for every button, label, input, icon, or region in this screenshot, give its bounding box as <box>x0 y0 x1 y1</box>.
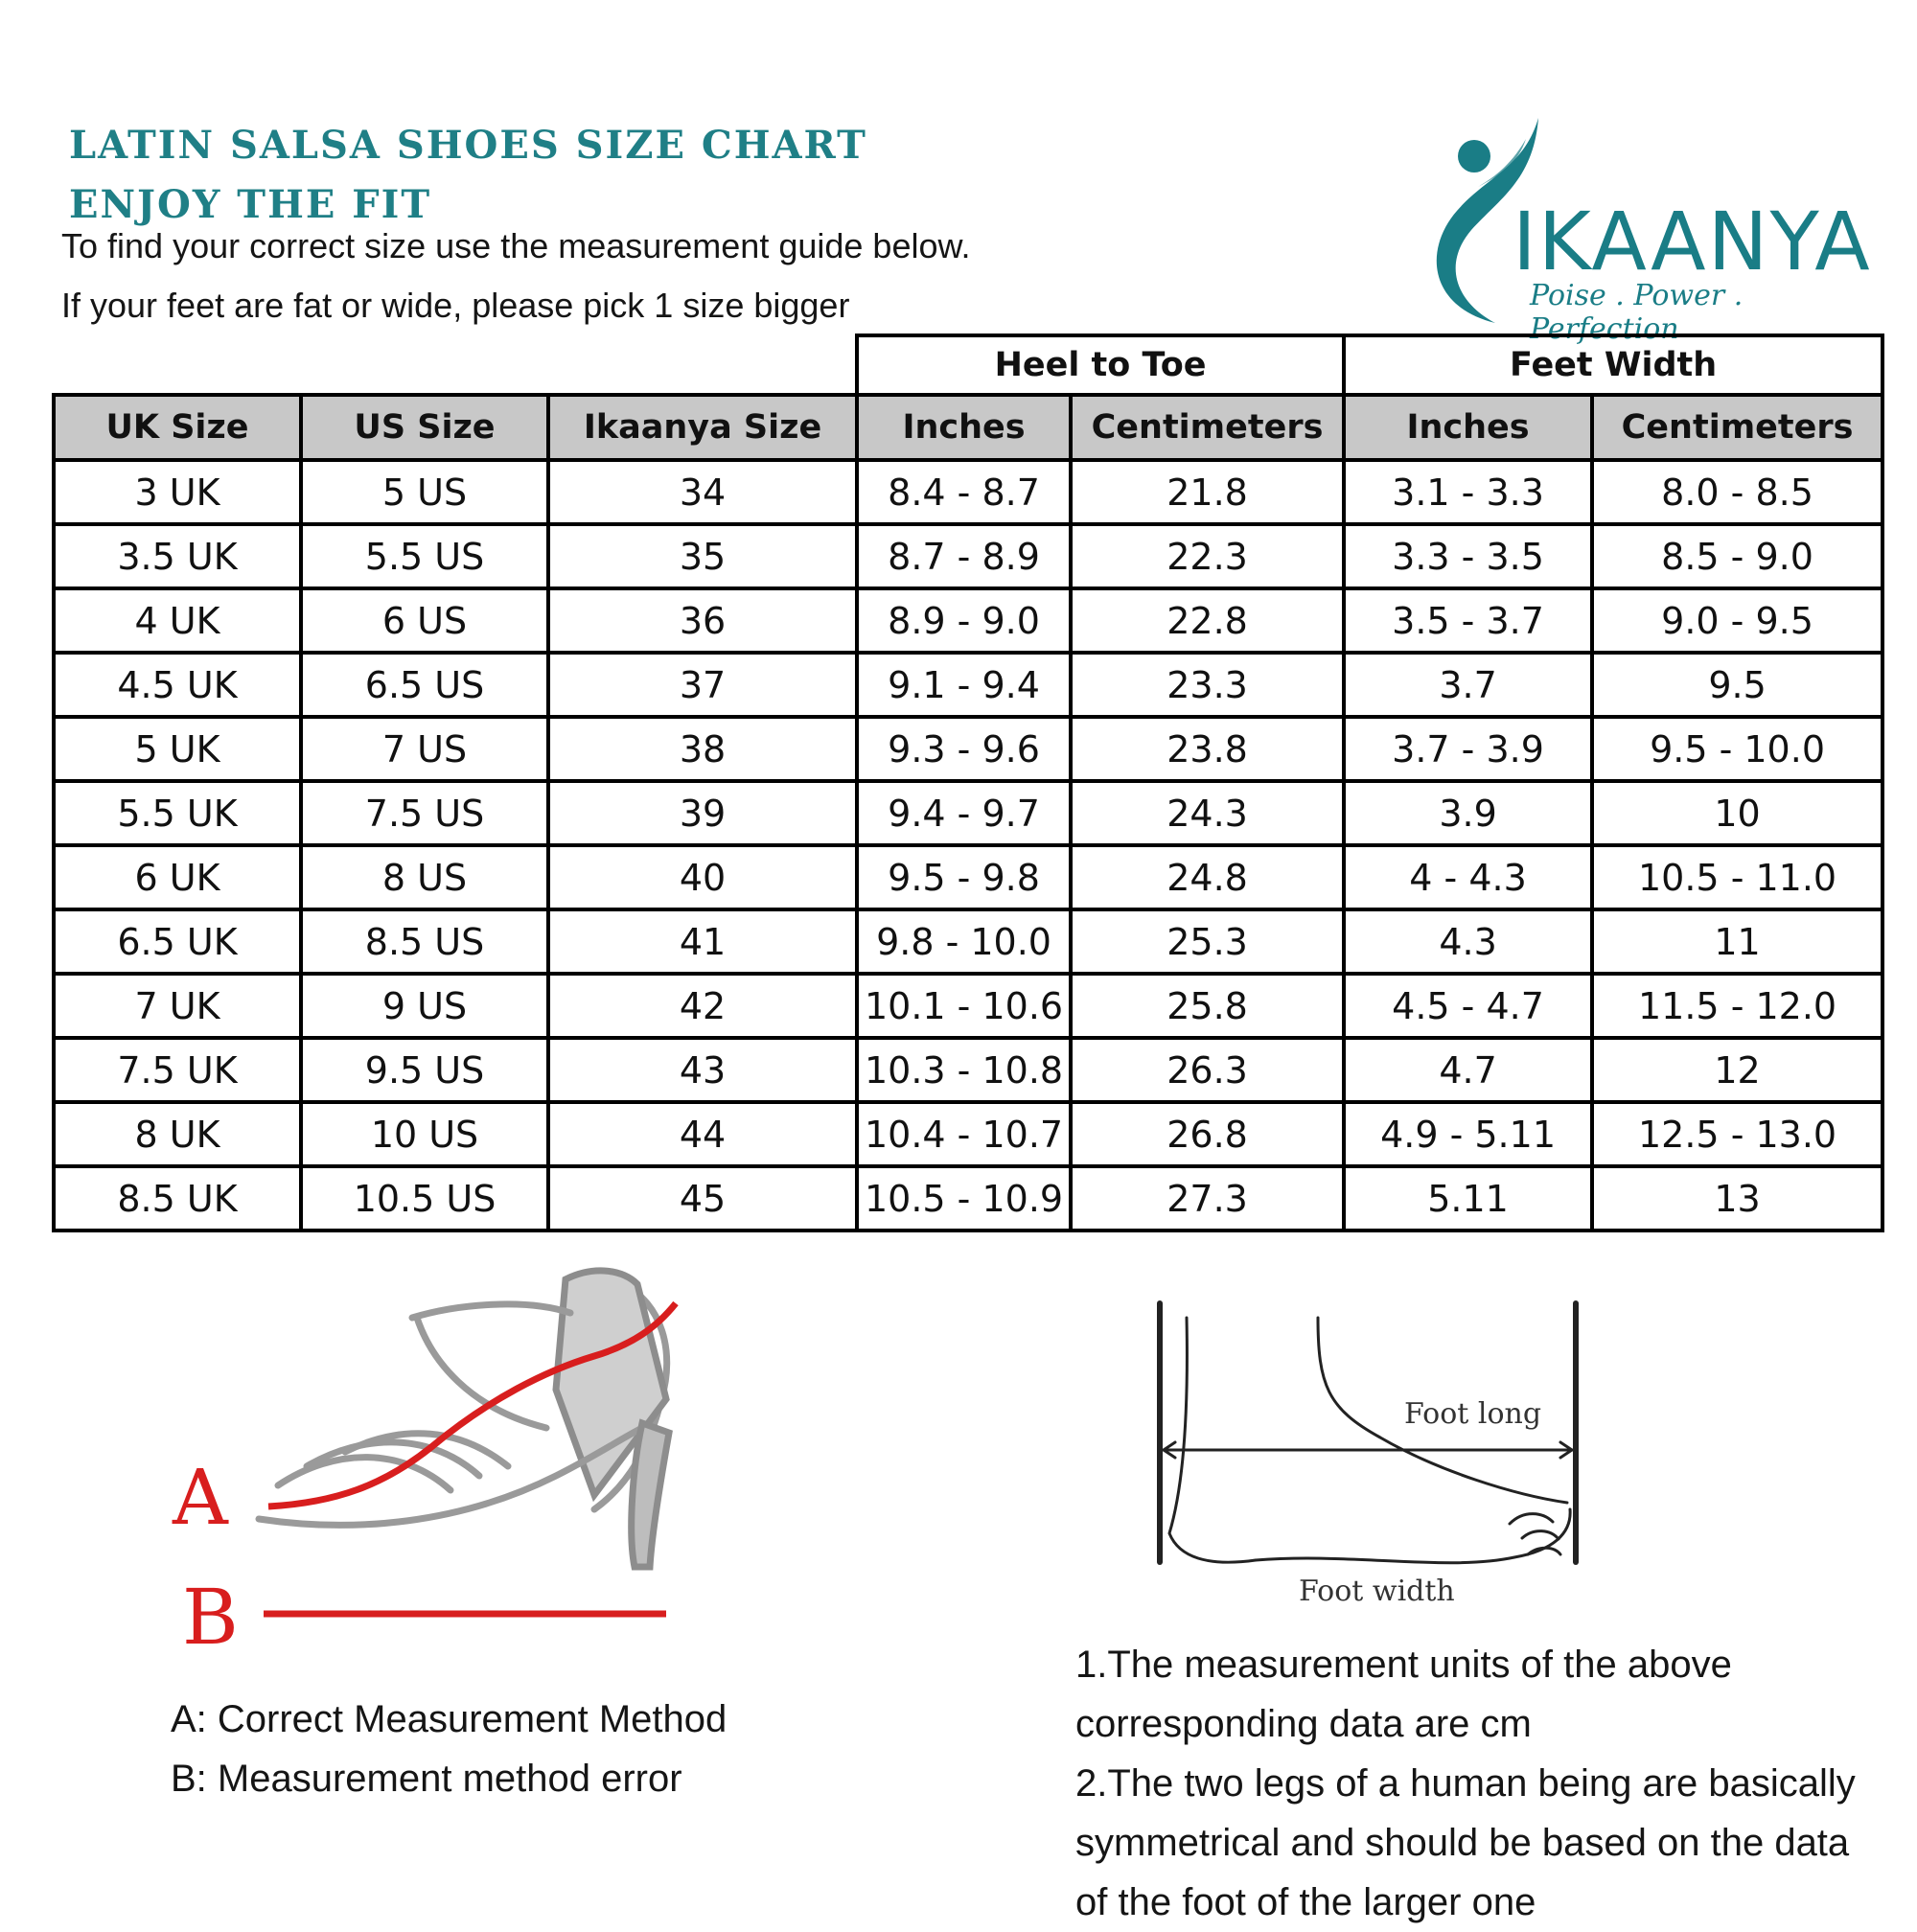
foot-measurement-diagram <box>1131 1294 1591 1610</box>
cell-us-size: 9.5 US <box>301 1038 548 1102</box>
cell-uk-size: 6 UK <box>54 845 301 909</box>
cell-length-inches: 9.5 - 9.8 <box>857 845 1071 909</box>
cell-ikaanya-size: 43 <box>548 1038 857 1102</box>
table-row <box>54 524 1882 588</box>
table-row <box>54 1102 1882 1166</box>
shoe-ankle-strap <box>412 1304 570 1318</box>
cell-width-cm: 9.0 - 9.5 <box>1592 588 1882 653</box>
cell-uk-size: 5 UK <box>54 717 301 781</box>
cell-width-inches: 4 - 4.3 <box>1344 845 1592 909</box>
brand-logo <box>1419 110 1879 346</box>
table-row <box>54 653 1882 717</box>
table-row <box>54 781 1882 845</box>
foot-width-label: Foot width <box>1299 1575 1455 1608</box>
cell-length-cm: 25.3 <box>1071 909 1344 974</box>
chart-subtitle: ENJOY THE FIT <box>69 182 432 227</box>
cell-uk-size: 7.5 UK <box>54 1038 301 1102</box>
header-spacer <box>54 335 857 395</box>
cell-width-cm: 12.5 - 13.0 <box>1592 1102 1882 1166</box>
cell-uk-size: 8 UK <box>54 1102 301 1166</box>
cell-us-size: 8 US <box>301 845 548 909</box>
cell-length-inches: 8.9 - 9.0 <box>857 588 1071 653</box>
toes-outline <box>1510 1514 1560 1554</box>
cell-uk-size: 6.5 UK <box>54 909 301 974</box>
logo-tagline: Poise . Power . Perfection <box>1530 279 1744 346</box>
cell-ikaanya-size: 34 <box>548 460 857 524</box>
cell-ikaanya-size: 44 <box>548 1102 857 1166</box>
intro-line-1: To find your correct size use the measurement guide below. <box>61 226 971 265</box>
column-header-length-cm: Centimeters <box>1071 395 1344 460</box>
logo-wordmark: IKAANYA <box>1513 195 1872 288</box>
column-header-width-inches: Inches <box>1344 395 1592 460</box>
cell-length-inches: 10.4 - 10.7 <box>857 1102 1071 1166</box>
table-row <box>54 588 1882 653</box>
cell-us-size: 7.5 US <box>301 781 548 845</box>
cell-width-cm: 13 <box>1592 1166 1882 1230</box>
cell-width-inches: 3.7 <box>1344 653 1592 717</box>
size-rows <box>54 460 1882 1230</box>
cell-us-size: 9 US <box>301 974 548 1038</box>
cell-uk-size: 3 UK <box>54 460 301 524</box>
cell-length-cm: 23.3 <box>1071 653 1344 717</box>
chart-title: LATIN SALSA SHOES SIZE CHART <box>69 123 867 168</box>
cell-ikaanya-size: 41 <box>548 909 857 974</box>
cell-width-inches: 3.3 - 3.5 <box>1344 524 1592 588</box>
cell-length-cm: 26.3 <box>1071 1038 1344 1102</box>
cell-us-size: 6 US <box>301 588 548 653</box>
cell-width-inches: 3.5 - 3.7 <box>1344 588 1592 653</box>
cell-uk-size: 4 UK <box>54 588 301 653</box>
note-1: 1.The measurement units of the above corresponding data are cm <box>1075 1644 1732 1745</box>
cell-width-inches: 3.7 - 3.9 <box>1344 717 1592 781</box>
cell-length-cm: 21.8 <box>1071 460 1344 524</box>
cell-length-inches: 10.1 - 10.6 <box>857 974 1071 1038</box>
cell-length-cm: 22.8 <box>1071 588 1344 653</box>
cell-us-size: 10.5 US <box>301 1166 548 1230</box>
cell-length-inches: 8.4 - 8.7 <box>857 460 1071 524</box>
cell-length-inches: 10.3 - 10.8 <box>857 1038 1071 1102</box>
cell-uk-size: 7 UK <box>54 974 301 1038</box>
cell-width-cm: 9.5 <box>1592 653 1882 717</box>
cell-width-inches: 3.1 - 3.3 <box>1344 460 1592 524</box>
cell-uk-size: 8.5 UK <box>54 1166 301 1230</box>
cell-width-cm: 12 <box>1592 1038 1882 1102</box>
cell-width-inches: 4.5 - 4.7 <box>1344 974 1592 1038</box>
cell-length-inches: 9.1 - 9.4 <box>857 653 1071 717</box>
shoe-measurement-diagram <box>144 1246 757 1668</box>
cell-ikaanya-size: 36 <box>548 588 857 653</box>
cell-us-size: 7 US <box>301 717 548 781</box>
cell-width-inches: 5.11 <box>1344 1166 1592 1230</box>
column-header-width-cm: Centimeters <box>1592 395 1882 460</box>
cell-length-inches: 10.5 - 10.9 <box>857 1166 1071 1230</box>
cell-length-cm: 24.3 <box>1071 781 1344 845</box>
label-b: B <box>182 1573 239 1662</box>
table-row <box>54 460 1882 524</box>
cell-us-size: 5 US <box>301 460 548 524</box>
cell-length-cm: 26.8 <box>1071 1102 1344 1166</box>
intro-line-2: If your feet are fat or wide, please pick 1 size bigger <box>61 286 850 325</box>
cell-ikaanya-size: 40 <box>548 845 857 909</box>
cell-length-inches: 9.4 - 9.7 <box>857 781 1071 845</box>
cell-length-inches: 9.8 - 10.0 <box>857 909 1071 974</box>
table-row <box>54 974 1882 1038</box>
cell-length-cm: 22.3 <box>1071 524 1344 588</box>
cell-width-inches: 4.9 - 5.11 <box>1344 1102 1592 1166</box>
cell-uk-size: 4.5 UK <box>54 653 301 717</box>
cell-ikaanya-size: 37 <box>548 653 857 717</box>
cell-width-cm: 10.5 - 11.0 <box>1592 845 1882 909</box>
shoe-heel <box>632 1423 669 1567</box>
column-header-us-size: US Size <box>301 395 548 460</box>
legend-correct-method: A: Correct Measurement Method <box>171 1698 728 1740</box>
cell-width-inches: 3.9 <box>1344 781 1592 845</box>
cell-width-cm: 10 <box>1592 781 1882 845</box>
column-header-length-inches: Inches <box>857 395 1071 460</box>
note-2: 2.The two legs of a human being are basically symmetrical and should be based on the data of the foot of the larger one <box>1075 1762 1856 1923</box>
cell-us-size: 10 US <box>301 1102 548 1166</box>
cell-width-cm: 8.0 - 8.5 <box>1592 460 1882 524</box>
column-header-ikaanya-size: Ikaanya Size <box>548 395 857 460</box>
cell-ikaanya-size: 39 <box>548 781 857 845</box>
leg-back-outline <box>1169 1318 1256 1562</box>
table-row <box>54 1038 1882 1102</box>
cell-width-inches: 4.3 <box>1344 909 1592 974</box>
cell-length-inches: 9.3 - 9.6 <box>857 717 1071 781</box>
foot-long-label: Foot long <box>1404 1397 1542 1431</box>
cell-ikaanya-size: 38 <box>548 717 857 781</box>
cell-length-cm: 27.3 <box>1071 1166 1344 1230</box>
cell-uk-size: 5.5 UK <box>54 781 301 845</box>
table-row <box>54 845 1882 909</box>
size-chart-table <box>52 334 1884 1232</box>
column-header-uk-size: UK Size <box>54 395 301 460</box>
cell-length-cm: 24.8 <box>1071 845 1344 909</box>
cell-length-inches: 8.7 - 8.9 <box>857 524 1071 588</box>
cell-length-cm: 23.8 <box>1071 717 1344 781</box>
cell-width-cm: 11 <box>1592 909 1882 974</box>
cell-width-cm: 8.5 - 9.0 <box>1592 524 1882 588</box>
cell-ikaanya-size: 35 <box>548 524 857 588</box>
cell-uk-size: 3.5 UK <box>54 524 301 588</box>
group-header-feet-width: Feet Width <box>1344 335 1882 395</box>
measurement-notes <box>1075 1635 1881 1932</box>
cell-width-cm: 11.5 - 12.0 <box>1592 974 1882 1038</box>
cell-length-cm: 25.8 <box>1071 974 1344 1038</box>
cell-us-size: 8.5 US <box>301 909 548 974</box>
legend-wrong-method: B: Measurement method error <box>171 1758 682 1800</box>
label-a: A <box>173 1453 228 1542</box>
cell-ikaanya-size: 45 <box>548 1166 857 1230</box>
table-row <box>54 909 1882 974</box>
table-row <box>54 1166 1882 1230</box>
cell-us-size: 5.5 US <box>301 524 548 588</box>
cell-width-inches: 4.7 <box>1344 1038 1592 1102</box>
cell-ikaanya-size: 42 <box>548 974 857 1038</box>
cell-width-cm: 9.5 - 10.0 <box>1592 717 1882 781</box>
group-header-heel-to-toe: Heel to Toe <box>857 335 1344 395</box>
cell-us-size: 6.5 US <box>301 653 548 717</box>
table-row <box>54 717 1882 781</box>
